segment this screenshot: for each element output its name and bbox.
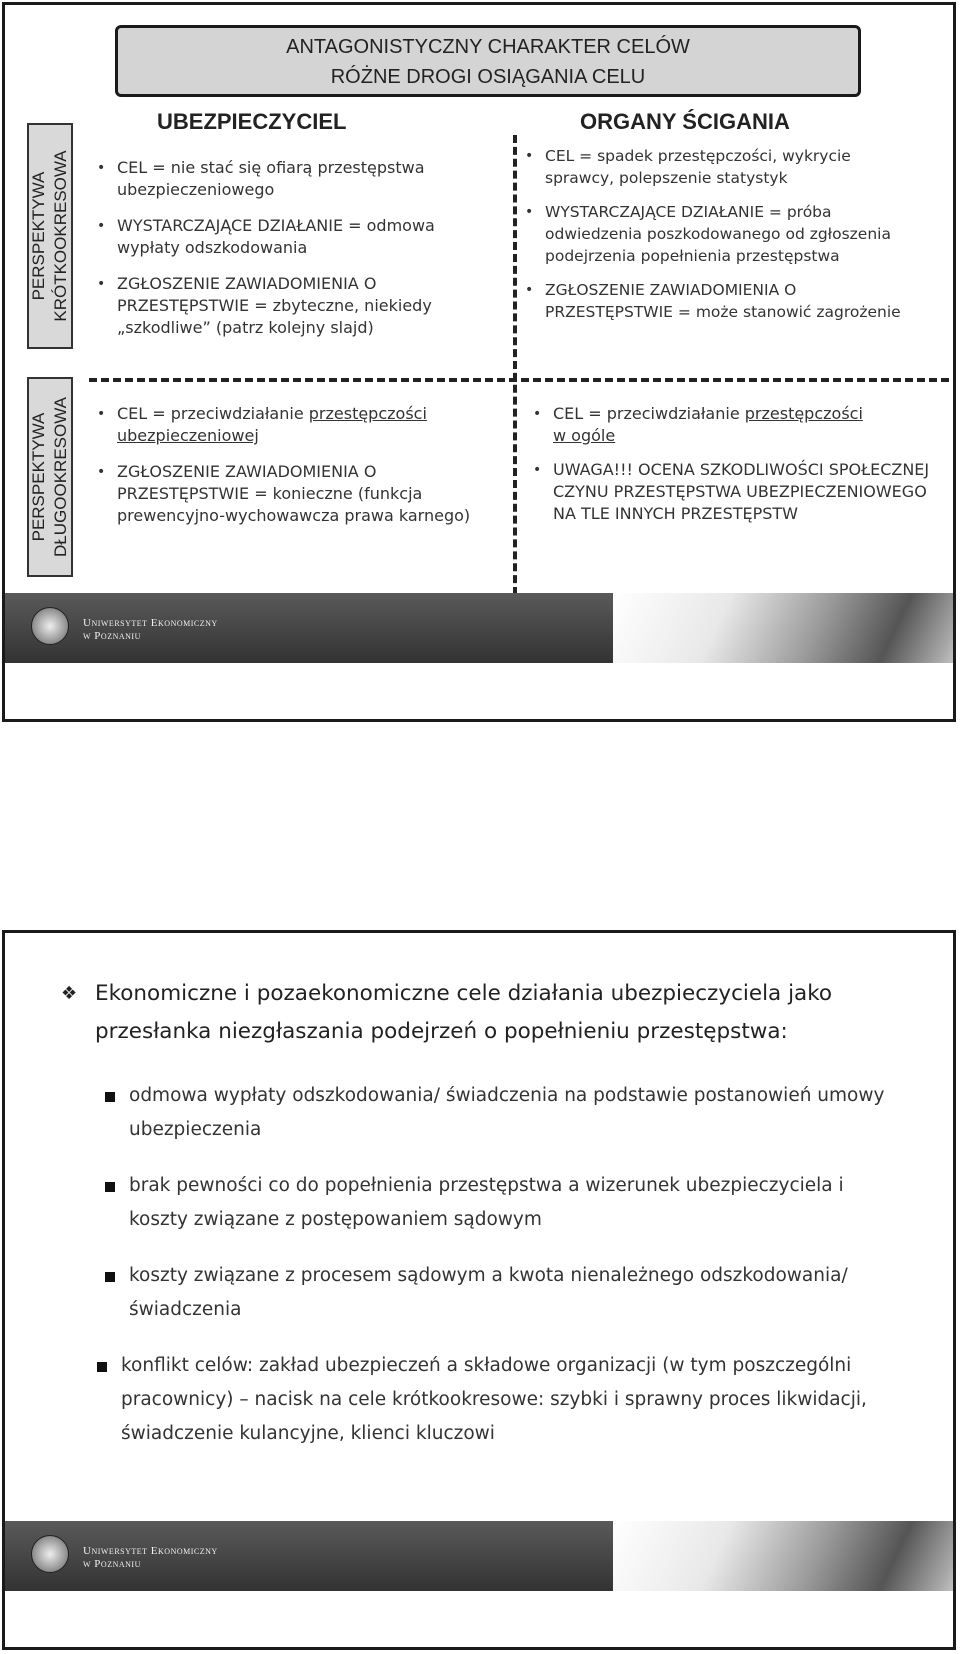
column-heading-insurer: UBEZPIECZYCIEL [157, 109, 347, 134]
underlined-text: przestępczości ubezpieczeniowej [117, 404, 427, 445]
list-item: • ZGŁOSZENIE ZAWIADOMIENIA O PRZESTĘPSTWIE = zbyteczne, niekiedy „szkodliwe” (patrz kolejny slajd) [95, 273, 495, 339]
university-name-line-1: Uniwersytet Ekonomiczny [83, 1545, 218, 1557]
university-logo-icon [31, 607, 69, 645]
list-item [95, 403, 485, 447]
footer-blank-area [5, 663, 953, 719]
university-name [83, 1545, 218, 1571]
text-fragment: CEL = przeciwdziałanie [553, 404, 745, 423]
list-item: • ZGŁOSZENIE ZAWIADOMIENIA O PRZESTĘPSTWIE = może stanowić zagrożenie [523, 279, 923, 323]
university-logo-icon [31, 1535, 69, 1573]
list-insurer-short-term [95, 157, 495, 353]
reasons-list [105, 1079, 885, 1473]
list-item: odmowa wypłaty odszkodowania/ świadczenia na podstawie postanowień umowy ubezpieczenia [105, 1079, 885, 1147]
list-item [531, 403, 931, 447]
list-item: • CEL = spadek przestępczości, wykrycie sprawcy, polepszenie statystyk [523, 145, 923, 189]
list-insurer-long-term [95, 403, 485, 541]
list-law-enforcement-short-term [523, 145, 923, 335]
list-item: • ZGŁOSZENIE ZAWIADOMIENIA O PRZESTĘPSTWIE = konieczne (funkcja prewencyjno-wychowawcza prawa karnego) [95, 461, 485, 527]
list-item: • CEL = nie stać się ofiarą przestępstwa ubezpieczeniowego [95, 157, 495, 201]
slide-1 [2, 2, 956, 722]
title-line-2: RÓŻNE DROGI OSIĄGANIA CELU [330, 66, 646, 88]
intro-text: Ekonomiczne i pozaekonomiczne cele działania ubezpieczyciela jako przesłanka niezgłaszania podejrzeń o popełnieniu przestępstwa: [95, 981, 833, 1044]
slide-2 [2, 930, 956, 1650]
list-item: • UWAGA!!! OCENA SZKODLIWOŚCI SPOŁECZNEJ CZYNU PRZESTĘPSTWA UBEZPIECZENIOWEGO NA TLE INNYCH PRZESTĘPSTW [531, 459, 931, 525]
list-item: konflikt celów: zakład ubezpieczeń a składowe organizacji (w tym poszczególni pracownicy) – nacisk na cele krótkookresowe: szybki i sprawny proces likwidacji, świadczenie kulancyjne, klienci kluczowi [97, 1349, 885, 1451]
side-label-short-term [27, 123, 73, 349]
side-short-line-2: KRÓTKOOKRESOWA [51, 150, 70, 322]
list-item: • WYSTARCZAJĄCE DZIAŁANIE = odmowa wypłaty odszkodowania [95, 215, 495, 259]
footer-blank-area [5, 1591, 953, 1647]
horizontal-divider [89, 378, 949, 382]
text-fragment: CEL = przeciwdziałanie [117, 404, 309, 423]
side-long-line-1: PERSPEKTYWA [29, 412, 48, 542]
list-item: • WYSTARCZAJĄCE DZIAŁANIE = próba odwiedzenia poszkodowanego od zgłoszenia podejrzenia popełnienia przestępstwa [523, 201, 923, 267]
diamond-bullet-icon: ❖ [61, 983, 78, 1004]
title-line-1: ANTAGONISTYCZNY CHARAKTER CELÓW [286, 36, 690, 58]
underlined-text: w ogóle [553, 426, 616, 445]
slide-title-box [115, 25, 861, 97]
university-name-line-1: Uniwersytet Ekonomiczny [83, 617, 218, 629]
underlined-text: przestępczości [744, 404, 863, 423]
side-label-long-term [27, 377, 73, 577]
side-long-line-2: DŁUGOOKRESOWA [51, 397, 70, 557]
university-name [83, 617, 218, 643]
list-law-enforcement-long-term [531, 403, 931, 537]
university-name-line-2: w Poznaniu [83, 630, 141, 642]
side-short-line-1: PERSPEKTYWA [29, 171, 48, 301]
vertical-divider [513, 135, 517, 595]
university-name-line-2: w Poznaniu [83, 1558, 141, 1570]
list-item: koszty związane z procesem sądowym a kwota nienależnego odszkodowania/ świadczenia [105, 1259, 885, 1327]
intro-paragraph [61, 975, 911, 1051]
list-item: brak pewności co do popełnienia przestępstwa a wizerunek ubezpieczyciela i koszty związane z postępowaniem sądowym [105, 1169, 885, 1237]
column-heading-law-enforcement: ORGANY ŚCIGANIA [580, 109, 790, 134]
